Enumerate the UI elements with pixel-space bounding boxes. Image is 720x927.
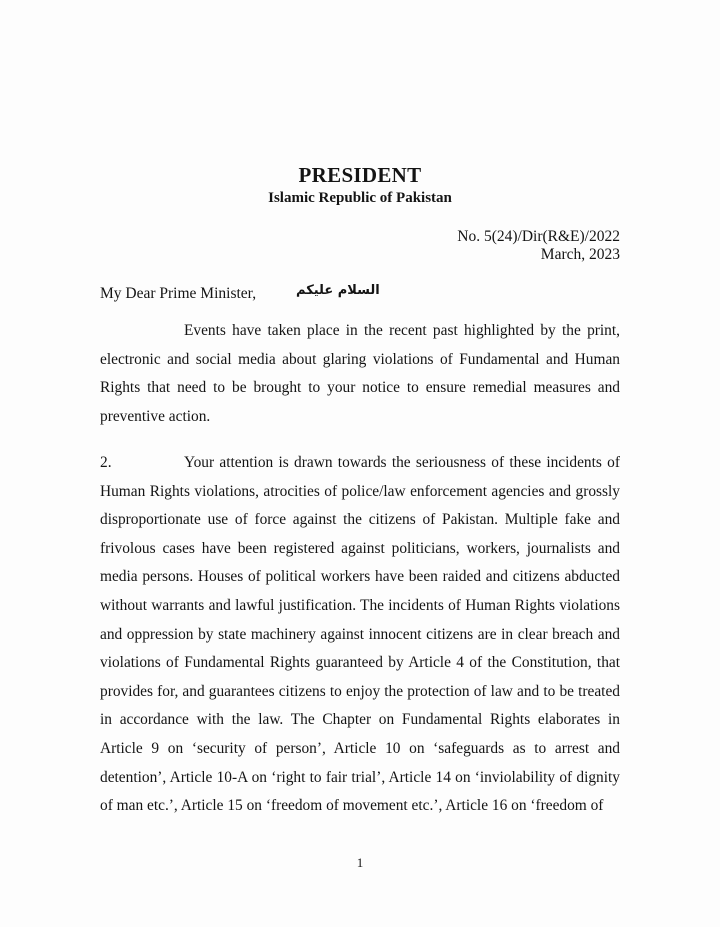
salutation: My Dear Prime Minister,	[100, 285, 257, 302]
paragraph-2-text: Your attention is drawn towards the seriousness of these incidents of Human Rights violations, atrocities of police/law enforcement agencies and grossly disproportionate use of force against the citizens of Pakistan. Multiple fake and frivolous cases have been registered against politicians, workers, journalists and media persons. Houses of political workers have been raided and citizens abducted without warrants and lawful justification. The incidents of Human Rights violations and oppression by state machinery against innocent citizens are in clear breach and violations of Fundamental Rights guaranteed by Article 4 of the Constitution, that provides for, and guarantees citizens to enjoy the protection of law and to be treated in accordance with the law. The Chapter on Fundamental Rights elaborates in Article 9 on ‘security of person’, Article 10 on ‘safeguards as to arrest and detention’, Article 10-A on ‘right to fair trial’, Article 14 on ‘inviolability of dignity of man etc.’, Article 15 on ‘freedom of movement etc.’, Article 16 on ‘freedom of	[100, 454, 620, 815]
paragraph-2	[100, 449, 620, 821]
letterhead-title: PRESIDENT	[298, 163, 422, 187]
paragraph-1-text: Events have taken place in the recent past highlighted by the print, electronic and social media about glaring violations of Fundamental and Human Rights that need to be brought to your notice to ensure remedial measures and preventive action.	[100, 322, 620, 425]
paragraph-2-number: 2.	[100, 454, 112, 471]
reference-number: No. 5(24)/Dir(R&E)/2022	[457, 228, 620, 245]
letter-date: March, 2023	[540, 246, 620, 263]
letterhead-subtitle: Islamic Republic of Pakistan	[268, 190, 452, 206]
urdu-greeting: السلام علیکم	[296, 283, 380, 298]
page-number: 1	[356, 855, 364, 870]
paragraph-1	[100, 317, 620, 431]
